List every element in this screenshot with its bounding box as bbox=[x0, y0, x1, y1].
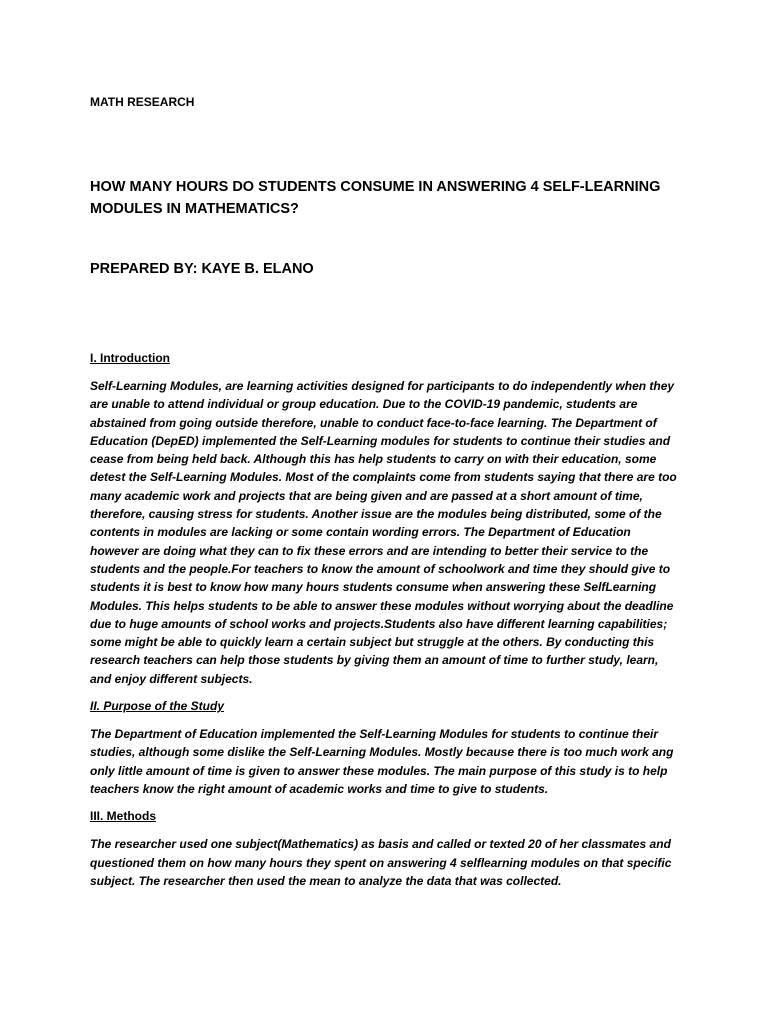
prepared-by-line: PREPARED BY: KAYE B. ELANO bbox=[90, 261, 314, 277]
document-content bbox=[90, 94, 680, 890]
methods-paragraph: The researcher used one subject(Mathematics) as basis and called or texted 20 of her classmates and questioned them on how many hours they spent on answering 4 selflearning modules on that specific subject. The researcher then used the mean to analyze the data that was collected. bbox=[90, 837, 672, 888]
document-title: HOW MANY HOURS DO STUDENTS CONSUME IN ANSWERING 4 SELF-LEARNING MODULES IN MATHEMATICS? bbox=[90, 179, 661, 217]
document-label: MATH RESEARCH bbox=[90, 95, 195, 109]
introduction-paragraph: Self-Learning Modules, are learning activities designed for participants to do independently when they are unable to attend individual or group education. Due to the COVID-19 pandemic, students are abstained from going outside therefore, unable to conduct face-to-face learning. The Department of Education (DepED) implemented the Self-Learning modules for students to continue their studies and cease from being held back. Although this has help students to carry on with their education, some detest the Self-Learning Modules. Most of the complaints come from students saying that there are too many academic work and projects that are being given and are passed at a short amount of time, therefore, causing stress for students. Another issue are the modules being distributed, some of the contents in modules are lacking or some contain wording errors. The Department of Education however are doing what they can to fix these errors and are intending to better their service to the students and the people.For teachers to know the amount of schoolwork and time they should give to students it is best to know how many hours students consume when answering these SelfLearning Modules. This helps students to be able to answer these modules without worrying about the deadline due to huge amounts of school works and projects.Students also have different learning capabilities; some might be able to quickly learn a certain subject but struggle at the others. By conducting this research teachers can help those students by giving them an amount of time to further study, learn, and enjoy different subjects. bbox=[90, 379, 677, 686]
methods-heading: III. Methods bbox=[90, 809, 156, 824]
purpose-heading: II. Purpose of the Study bbox=[90, 699, 225, 714]
introduction-heading: I. Introduction bbox=[90, 351, 170, 365]
purpose-paragraph: The Department of Education implemented the Self-Learning Modules for students to continue their studies, although some dislike the Self-Learning Modules. Mostly because there is too much work ang only little amount of time is given to answer these modules. The main purpose of this study is to help teachers know the right amount of academic works and time to give to students. bbox=[90, 727, 674, 796]
